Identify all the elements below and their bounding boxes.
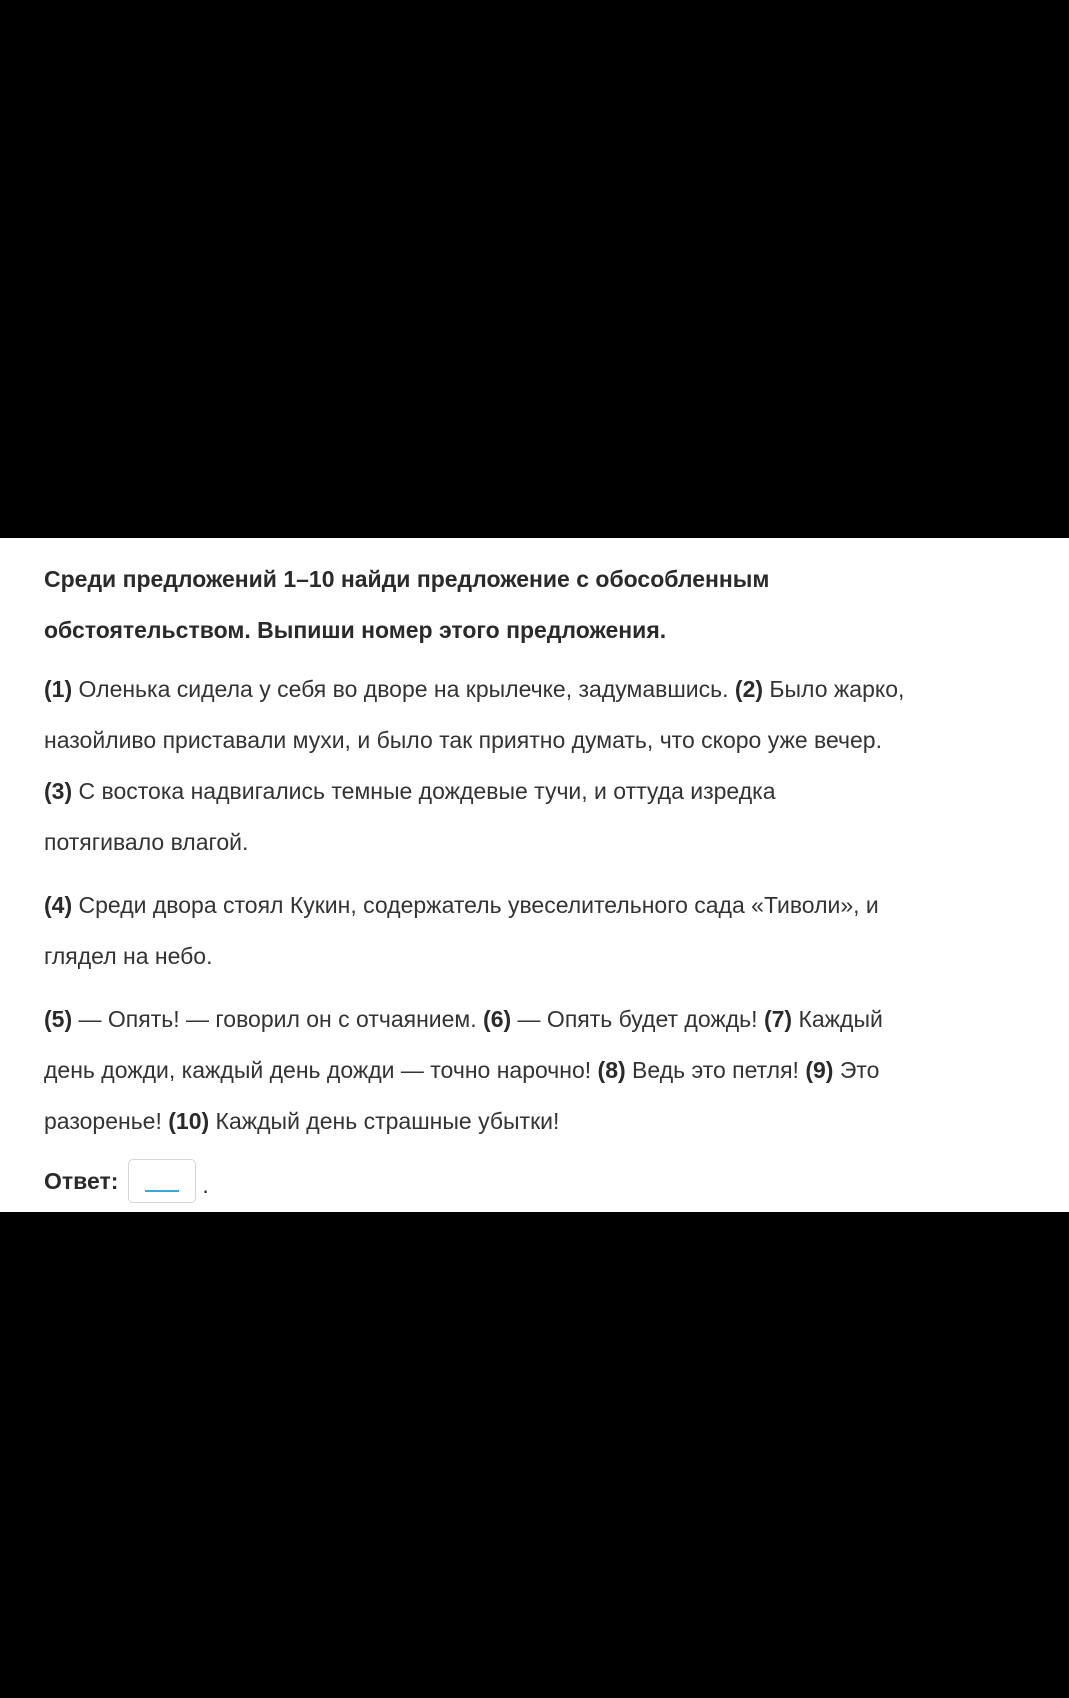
answer-suffix: .: [202, 1172, 209, 1198]
sentence-text: — Опять! — говорил он с отчаянием.: [72, 1006, 484, 1032]
sentence-text: глядел на небо.: [44, 943, 213, 969]
sentence-text: С востока надвигались темные дождевые тучи, и оттуда изредка: [72, 778, 776, 804]
task-instruction-line-1: Среди предложений 1–10 найди предложение с обособленным: [44, 566, 770, 592]
text-paragraph-2: [44, 880, 1025, 982]
answer-underline: [145, 1190, 179, 1192]
sentence-number: (3): [44, 778, 73, 804]
sentence-number: (5): [44, 1006, 73, 1032]
task-instruction-line-2: обстоятельством. Выпиши номер этого предложения.: [44, 617, 667, 643]
answer-row: [44, 1157, 1025, 1205]
sentence-number: (8): [597, 1057, 626, 1083]
text-paragraph-1: [44, 664, 1025, 868]
sentence-text: Каждый день страшные убытки!: [209, 1108, 560, 1134]
sentence-text: назойливо приставали мухи, и было так приятно думать, что скоро уже вечер.: [44, 727, 882, 753]
sentence-number: (7): [763, 1006, 793, 1032]
answer-label: Ответ:: [44, 1167, 119, 1194]
sentence-text: разоренье!: [44, 1108, 169, 1134]
sentence-text: Было жарко,: [763, 676, 905, 702]
task-card: [0, 538, 1069, 1212]
sentence-text: Оленька сидела у себя во дворе на крылечке, задумавшись.: [72, 676, 735, 702]
sentence-number: (10): [168, 1108, 210, 1134]
sentence-text: Среди двора стоял Кукин, содержатель увеселительного сада «Тиволи», и: [72, 892, 879, 918]
sentence-number: (1): [44, 676, 73, 702]
sentence-text: — Опять будет дождь!: [511, 1006, 764, 1032]
sentence-text: Ведь это петля!: [625, 1057, 806, 1083]
sentence-number: (4): [44, 892, 73, 918]
sentence-text: Каждый: [792, 1006, 883, 1032]
answer-input[interactable]: [128, 1159, 196, 1203]
sentence-number: (2): [734, 676, 764, 702]
sentence-text: день дожди, каждый день дожди — точно нарочно!: [44, 1057, 598, 1083]
task-instruction: [44, 554, 1025, 656]
sentence-number: (9): [805, 1057, 834, 1083]
text-paragraph-3: [44, 994, 1025, 1147]
sentence-text: потягивало влагой.: [44, 829, 249, 855]
sentence-number: (6): [483, 1006, 512, 1032]
sentence-text: Это: [833, 1057, 880, 1083]
